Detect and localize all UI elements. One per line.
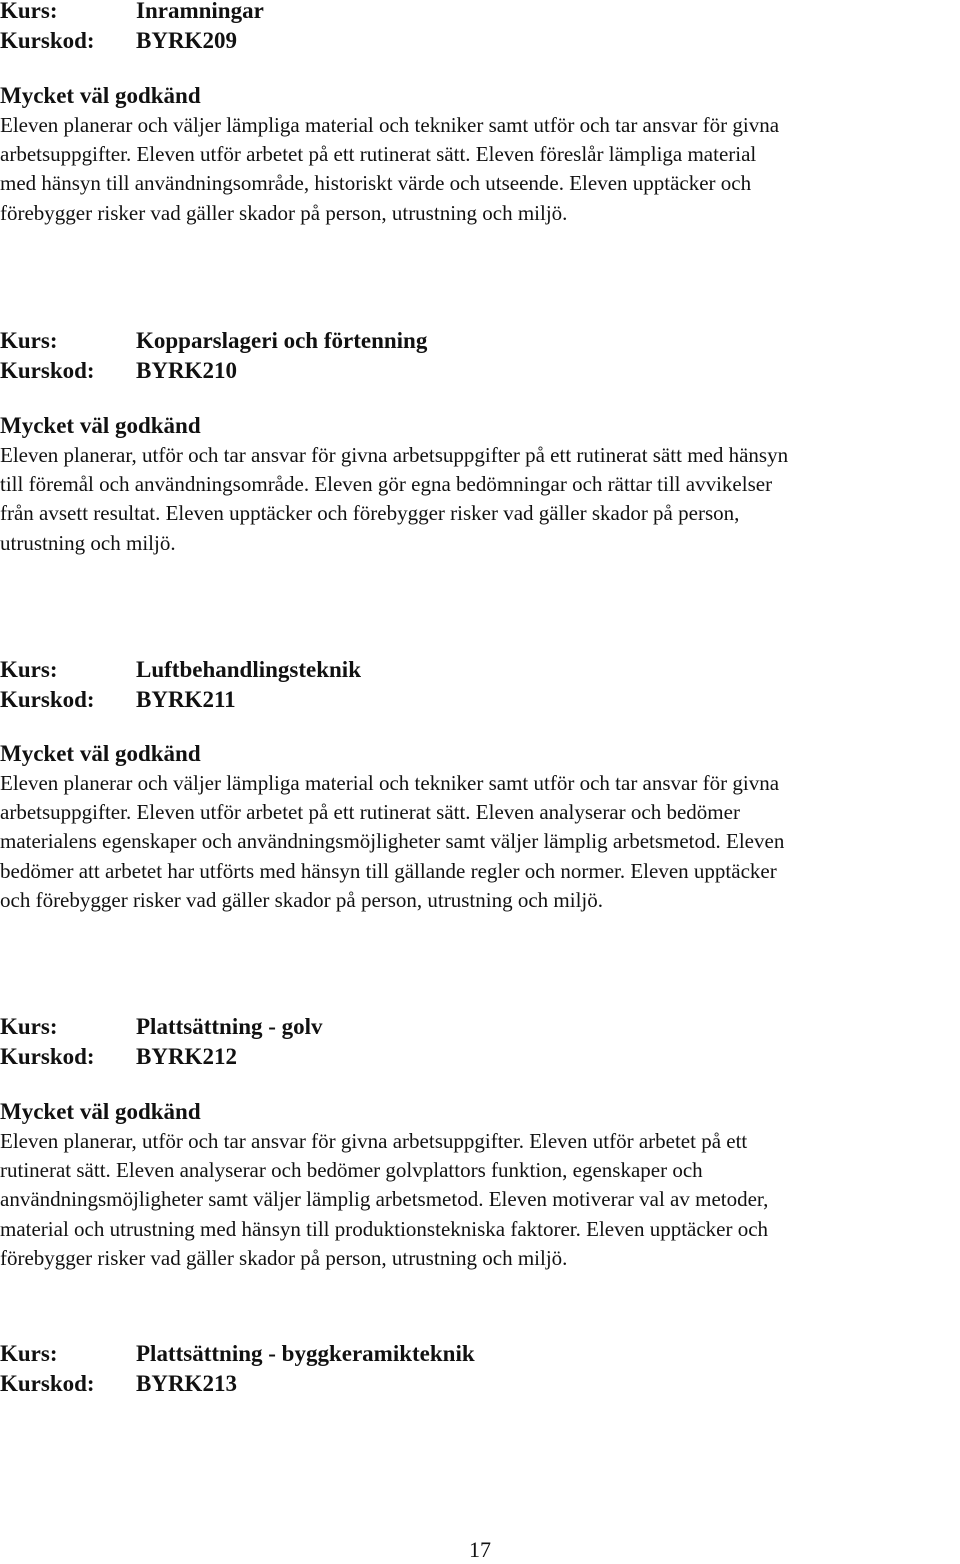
description-line: Eleven planerar och väljer lämpliga material och tekniker samt utför och tar ansvar för givna	[0, 771, 780, 795]
grade-description	[0, 1127, 958, 1273]
course-label: Kurs:	[0, 1014, 58, 1039]
course-code: BYRK211	[136, 687, 236, 712]
course-code-label: Kurskod:	[0, 1044, 95, 1069]
course-name: Kopparslageri och förtenning	[136, 328, 428, 353]
course-code: BYRK209	[136, 28, 237, 53]
course-label: Kurs:	[0, 657, 58, 682]
description-line: Eleven planerar, utför och tar ansvar för givna arbetsuppgifter på ett rutinerat sätt med hänsyn	[0, 443, 789, 467]
course-section	[0, 1012, 958, 1273]
course-name-row	[0, 655, 958, 685]
grade-description	[0, 769, 958, 915]
course-code-row	[0, 356, 958, 386]
course-code-label: Kurskod:	[0, 358, 95, 383]
description-line: Eleven planerar och väljer lämpliga material och tekniker samt utför och tar ansvar för givna	[0, 113, 780, 137]
grade-heading: Mycket väl godkänd	[0, 741, 201, 766]
course-code-row	[0, 1369, 958, 1399]
description-line: förebygger risker vad gäller skador på person, utrustning och miljö.	[0, 200, 568, 225]
course-name-row	[0, 326, 958, 356]
description-line: användningsmöjligheter samt väljer lämplig arbetsmetod. Eleven motiverar val av metoder,	[0, 1187, 769, 1212]
description-line: från avsett resultat. Eleven upptäcker och förebygger risker vad gäller skador på person,	[0, 501, 740, 526]
description-line: och förebygger risker vad gäller skador på person, utrustning och miljö.	[0, 887, 604, 912]
course-section	[0, 326, 958, 558]
course-name-row	[0, 1012, 958, 1042]
course-label: Kurs:	[0, 328, 58, 353]
course-code: BYRK212	[136, 1044, 237, 1069]
page-number: 17	[469, 1537, 491, 1562]
course-section	[0, 655, 958, 915]
course-name: Luftbehandlingsteknik	[136, 657, 361, 682]
grade-heading: Mycket väl godkänd	[0, 1099, 201, 1124]
course-section	[0, 0, 958, 228]
course-code-label: Kurskod:	[0, 1371, 95, 1396]
description-line: material och utrustning med hänsyn till produktionstekniska faktorer. Eleven upptäcker och	[0, 1216, 769, 1241]
course-name: Plattsättning - golv	[136, 1014, 323, 1039]
course-label: Kurs:	[0, 0, 58, 23]
description-line: bedömer att arbetet har utförts med hänsyn till gällande regler och normer. Eleven upptäcker	[0, 858, 777, 883]
description-line: till föremål och användningsområde. Eleven gör egna bedömningar och rättar till avvikelser	[0, 472, 773, 497]
grade-description	[0, 441, 958, 558]
course-name: Plattsättning - byggkeramikteknik	[136, 1341, 475, 1366]
description-line: Eleven planerar, utför och tar ansvar för givna arbetsuppgifter. Eleven utför arbetet på ett	[0, 1129, 748, 1153]
course-code: BYRK213	[136, 1371, 237, 1396]
description-line: arbetsuppgifter. Eleven utför arbetet på ett rutinerat sätt. Eleven analyserar och bedömer	[0, 800, 740, 825]
description-line: rutinerat sätt. Eleven analyserar och bedömer golvplattors funktion, egenskaper och	[0, 1158, 703, 1183]
course-code-row	[0, 26, 958, 56]
grade-description	[0, 111, 958, 228]
course-code-label: Kurskod:	[0, 687, 95, 712]
grade-heading: Mycket väl godkänd	[0, 83, 201, 108]
description-line: arbetsuppgifter. Eleven utför arbetet på ett rutinerat sätt. Eleven föreslår lämpliga material	[0, 142, 757, 167]
course-name-row	[0, 1339, 958, 1369]
course-code-row	[0, 1042, 958, 1072]
description-line: utrustning och miljö.	[0, 530, 176, 555]
description-line: med hänsyn till användningsområde, historiskt värde och utseende. Eleven upptäcker och	[0, 171, 752, 196]
course-name: Inramningar	[136, 0, 264, 23]
description-line: materialens egenskaper och användningsmöjligheter samt väljer lämplig arbetsmetod. Eleven	[0, 829, 785, 854]
grade-heading: Mycket väl godkänd	[0, 413, 201, 438]
course-code-label: Kurskod:	[0, 28, 95, 53]
course-section	[0, 1339, 958, 1399]
course-name-row	[0, 0, 958, 26]
description-line: förebygger risker vad gäller skador på person, utrustning och miljö.	[0, 1245, 568, 1270]
course-label: Kurs:	[0, 1341, 58, 1366]
course-code: BYRK210	[136, 358, 237, 383]
course-code-row	[0, 685, 958, 715]
